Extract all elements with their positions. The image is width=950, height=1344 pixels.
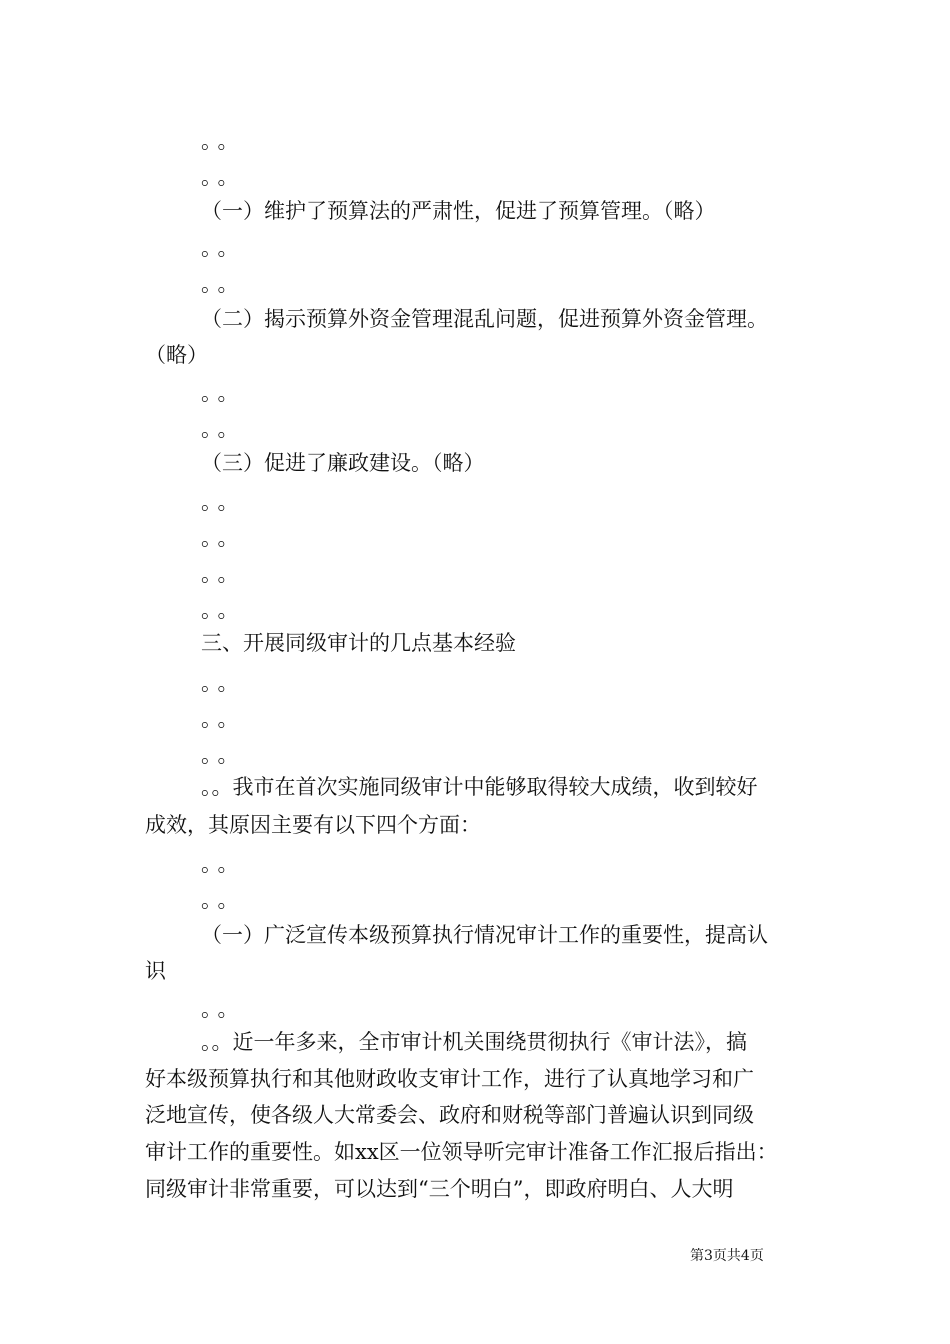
dots-line: 。。 xyxy=(201,852,245,876)
dots-line: 。。 xyxy=(201,236,245,260)
paragraph-line: （略） xyxy=(145,343,208,367)
dots-line: 。。 xyxy=(201,490,245,514)
dots-line: 。。 xyxy=(201,671,245,695)
paragraph-line: 识 xyxy=(145,959,166,983)
dots-line: 。。 xyxy=(201,272,245,296)
section-heading: （三）促进了廉政建设。（略） xyxy=(201,451,485,475)
dots-line: 。。 xyxy=(201,598,245,622)
dots-line: 。。 xyxy=(201,997,245,1021)
dots-line: 。。 xyxy=(201,165,245,189)
paragraph-line: 。。我市在首次实施同级审计中能够取得较大成绩，收到较好 xyxy=(201,775,758,799)
dots-line: 。。 xyxy=(201,381,245,405)
dots-line: 。。 xyxy=(201,417,245,441)
chapter-heading: 三、开展同级审计的几点基本经验 xyxy=(201,631,516,655)
paragraph-line: 泛地宣传，使各级人大常委会、政府和财税等部门普遍认识到同级 xyxy=(145,1103,754,1127)
paragraph-line: 同级审计非常重要，可以达到“三个明白”，即政府明白、人大明 xyxy=(145,1177,734,1201)
dots-line: 。。 xyxy=(201,888,245,912)
paragraph-line: 好本级预算执行和其他财政收支审计工作，进行了认真地学习和广 xyxy=(145,1067,754,1091)
paragraph-line: 。。近一年多来，全市审计机关围绕贯彻执行《审计法》，搞 xyxy=(201,1030,747,1054)
page-number-footer: 第3页共4页 xyxy=(690,1248,764,1264)
dots-line: 。。 xyxy=(201,129,245,153)
paragraph-line: 成效，其原因主要有以下四个方面： xyxy=(145,813,481,837)
dots-line: 。。 xyxy=(201,526,245,550)
dots-line: 。。 xyxy=(201,562,245,586)
section-heading: （一）广泛宣传本级预算执行情况审计工作的重要性，提高认 xyxy=(201,923,768,947)
paragraph-line: 审计工作的重要性。如xx区一位领导听完审计准备工作汇报后指出： xyxy=(145,1140,778,1164)
dots-line: 。。 xyxy=(201,707,245,731)
section-heading: （一）维护了预算法的严肃性，促进了预算管理。（略） xyxy=(201,199,716,223)
section-heading: （二）揭示预算外资金管理混乱问题，促进预算外资金管理。 xyxy=(201,307,768,331)
dots-line: 。。 xyxy=(201,743,245,767)
